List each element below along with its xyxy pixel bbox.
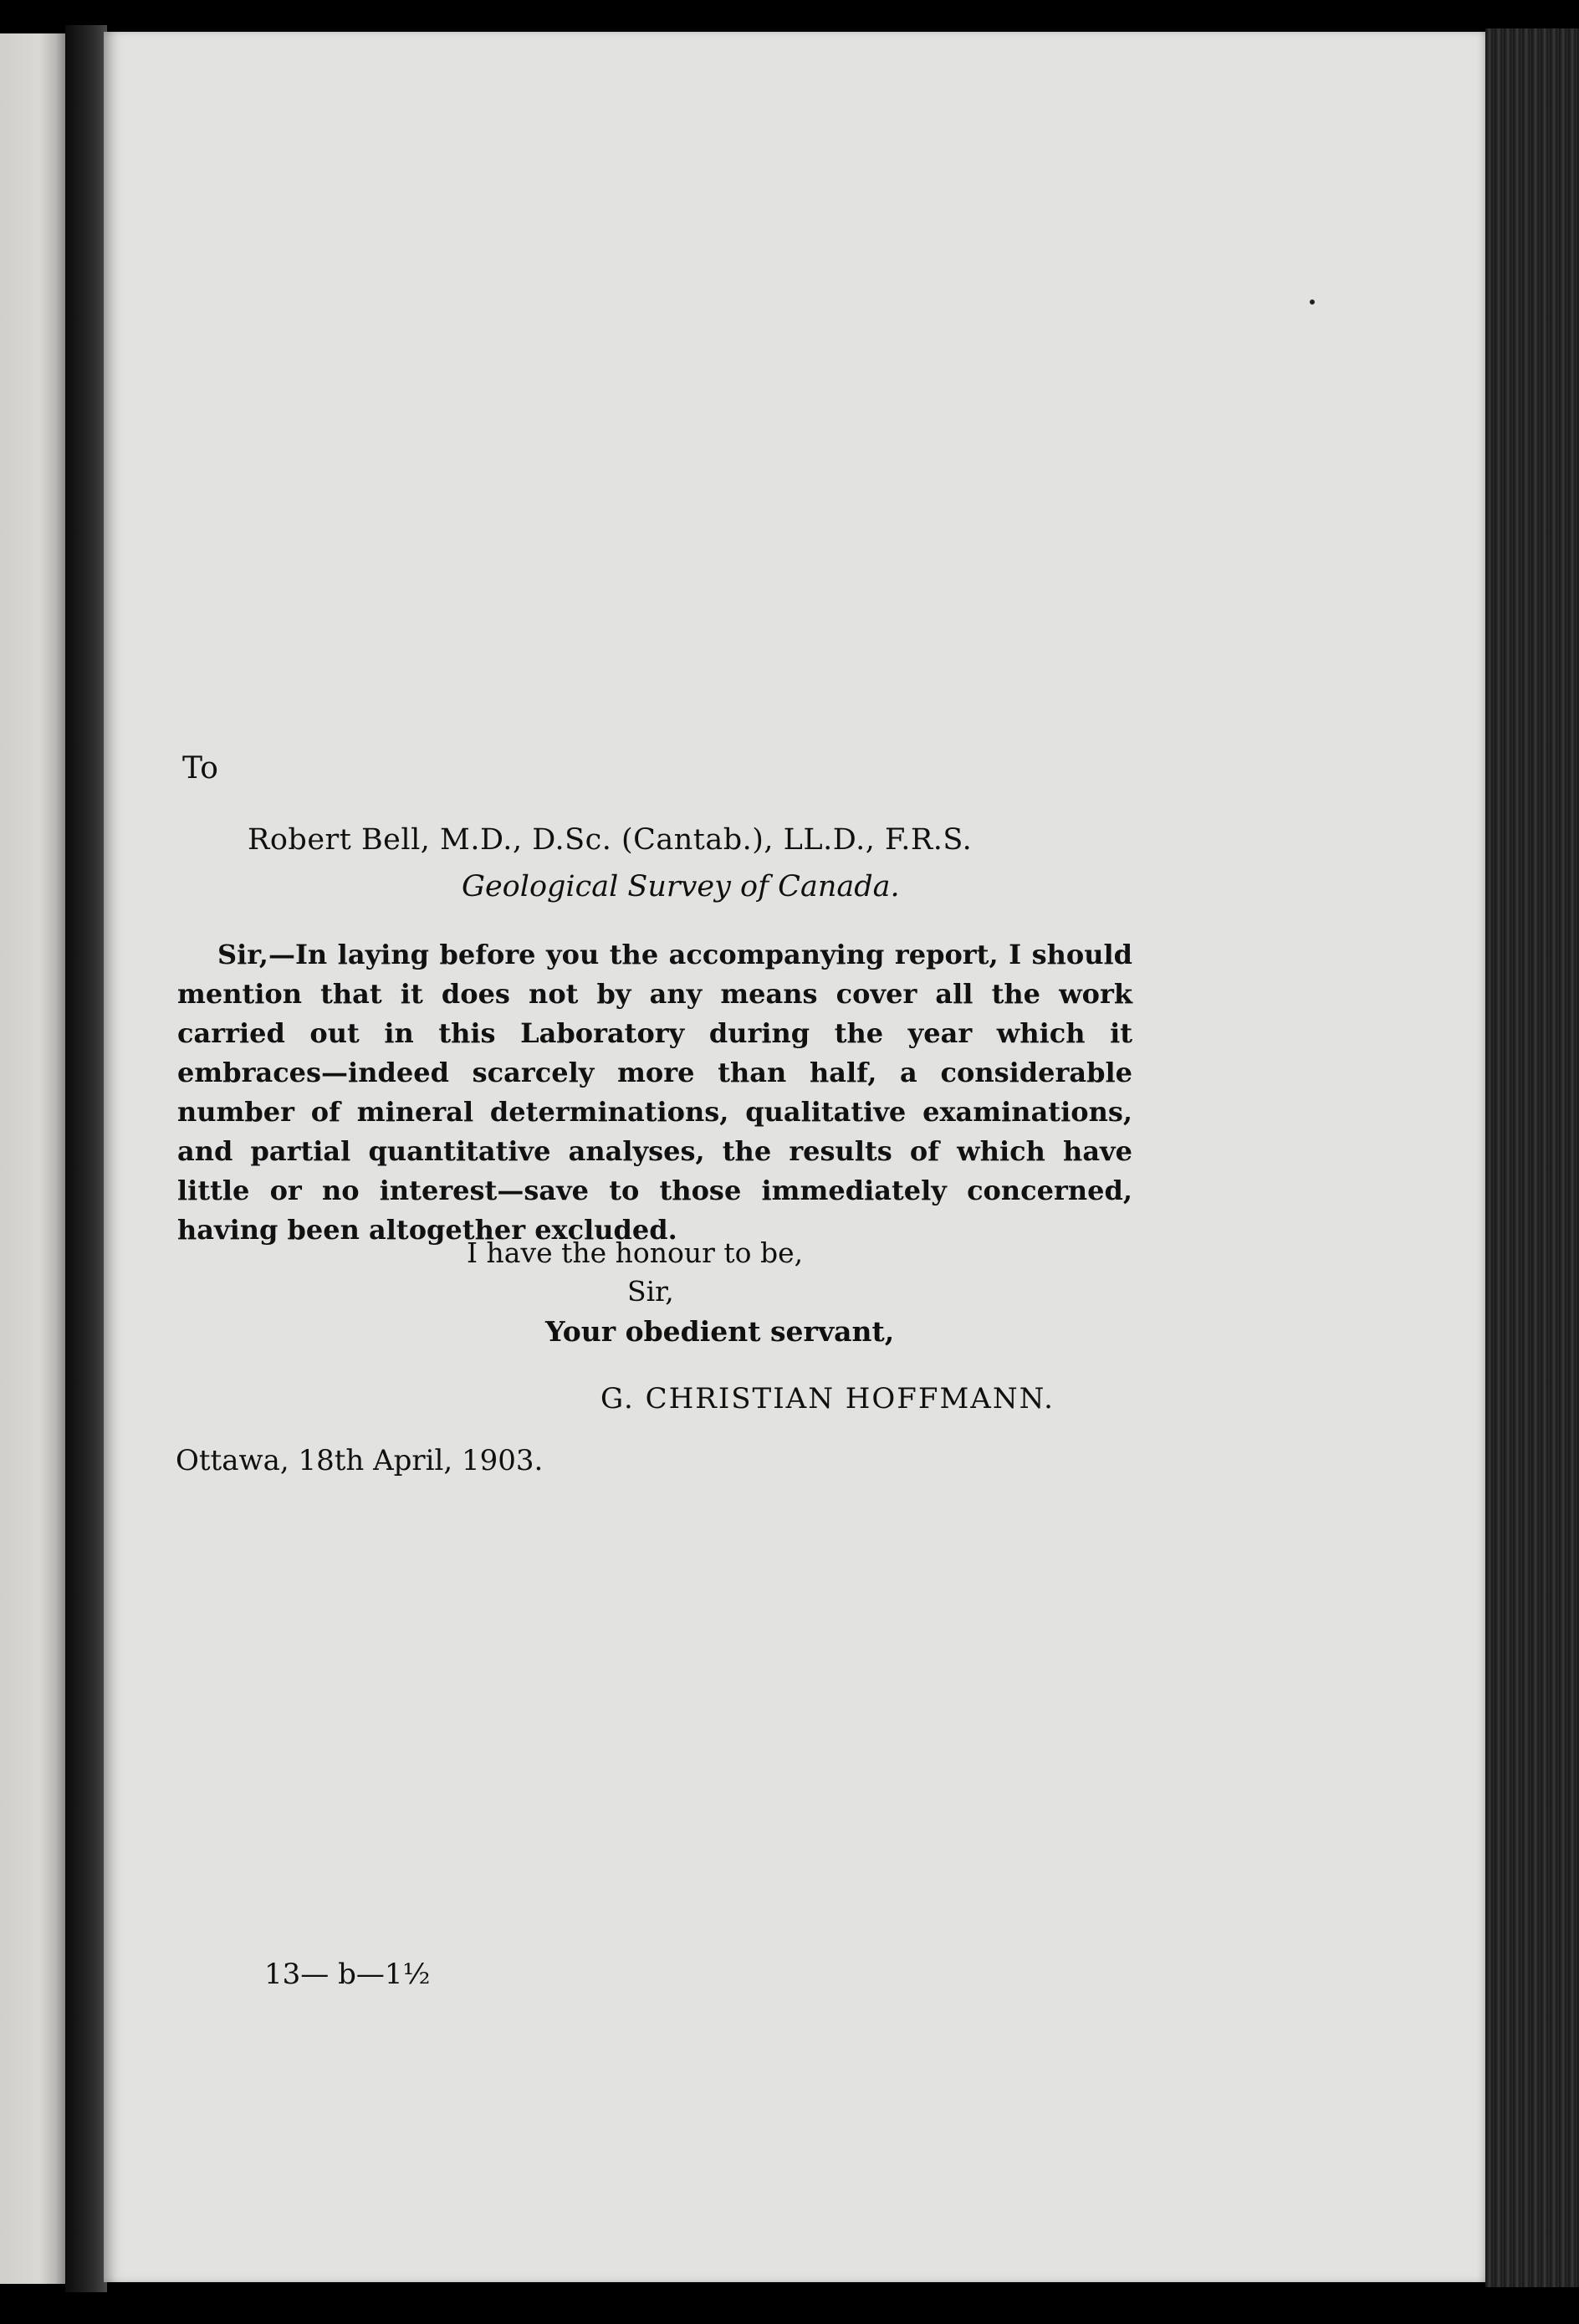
- addressee-title: Geological Survey of Canada.: [462, 870, 900, 903]
- paper-speck: [1310, 299, 1315, 305]
- letter-body: Sir,—In laying before you the accompanying report, I should mention that it does not by any means cover all the work carried out in this Laboratory during the year which it embraces—indeed scarcely more than half, a considerable number of mineral determinations, qualitative examinations, and partial quantitative analyses, the results of which have little or no interest—save to those immediately concerned, having been altogether excluded.: [177, 939, 1132, 1246]
- signature: G. CHRISTIAN HOFFMANN.: [600, 1382, 1055, 1415]
- book-gutter: [65, 25, 107, 2292]
- folio-signature-mark: 13— b—1½: [264, 1958, 431, 1991]
- addressee-name: Robert Bell, M.D., D.Sc. (Cantab.), LL.D., F.R.S.: [248, 823, 973, 857]
- closing-line-1: I have the honour to be,: [467, 1236, 804, 1269]
- closing-line-2: Sir,: [627, 1275, 674, 1308]
- closing-line-3: Your obedient servant,: [545, 1315, 895, 1348]
- salutation: To: [182, 751, 218, 786]
- facing-page-edge: [0, 33, 65, 2284]
- page-block-edges: [1485, 28, 1579, 2287]
- place-and-date: Ottawa, 18th April, 1903.: [176, 1444, 544, 1477]
